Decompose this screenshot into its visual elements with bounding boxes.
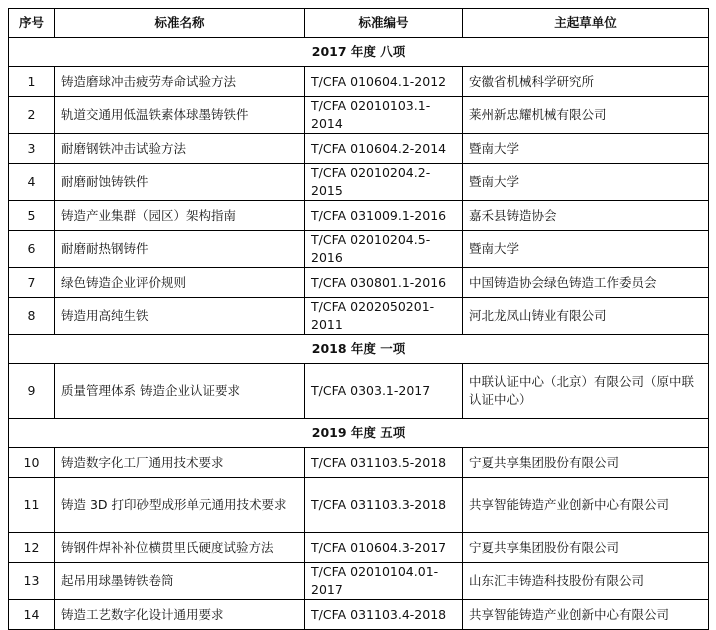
standard-code: T/CFA 031009.1-2016: [305, 201, 463, 231]
table-row: [9, 600, 709, 630]
standard-name: 质量管理体系 铸造企业认证要求: [55, 364, 305, 419]
standard-code: T/CFA 030801.1-2016: [305, 268, 463, 298]
section-row: [9, 335, 709, 364]
header-row: [9, 9, 709, 38]
row-number: 11: [9, 478, 55, 533]
section-row: [9, 419, 709, 448]
standard-code: T/CFA 031103.4-2018: [305, 600, 463, 630]
drafting-org: 共享智能铸造产业创新中心有限公司: [463, 600, 709, 630]
table-row: [9, 533, 709, 563]
header-code: 标准编号: [305, 9, 463, 38]
row-number: 4: [9, 164, 55, 201]
row-number: 8: [9, 298, 55, 335]
row-number: 2: [9, 97, 55, 134]
standard-name: 耐磨耐蚀铸铁件: [55, 164, 305, 201]
table-row: [9, 67, 709, 97]
standard-code: T/CFA 0303.1-2017: [305, 364, 463, 419]
standards-table: [8, 8, 709, 630]
standard-code: T/CFA 02010104.01-2017: [305, 563, 463, 600]
standard-name: 铸造产业集群（园区）架构指南: [55, 201, 305, 231]
table-row: [9, 164, 709, 201]
standard-code: T/CFA 010604.3-2017: [305, 533, 463, 563]
standard-code: T/CFA 02010103.1-2014: [305, 97, 463, 134]
section-title: 2019 年度 五项: [9, 419, 709, 448]
drafting-org: 共享智能铸造产业创新中心有限公司: [463, 478, 709, 533]
standard-name: 铸造 3D 打印砂型成形单元通用技术要求: [55, 478, 305, 533]
standard-name: 起吊用球墨铸铁卷筒: [55, 563, 305, 600]
drafting-org: 中国铸造协会绿色铸造工作委员会: [463, 268, 709, 298]
row-number: 3: [9, 134, 55, 164]
table-row: [9, 563, 709, 600]
standard-code: T/CFA 02010204.2-2015: [305, 164, 463, 201]
drafting-org: 莱州新忠耀机械有限公司: [463, 97, 709, 134]
table-row: [9, 201, 709, 231]
row-number: 12: [9, 533, 55, 563]
row-number: 14: [9, 600, 55, 630]
row-number: 7: [9, 268, 55, 298]
section-title: 2017 年度 八项: [9, 38, 709, 67]
drafting-org: 山东汇丰铸造科技股份有限公司: [463, 563, 709, 600]
section-title: 2018 年度 一项: [9, 335, 709, 364]
drafting-org: 河北龙凤山铸业有限公司: [463, 298, 709, 335]
standard-name: 铸造磨球冲击疲劳寿命试验方法: [55, 67, 305, 97]
drafting-org: 宁夏共享集团股份有限公司: [463, 448, 709, 478]
table-row: [9, 97, 709, 134]
standard-code: T/CFA 010604.2-2014: [305, 134, 463, 164]
drafting-org: 宁夏共享集团股份有限公司: [463, 533, 709, 563]
table-row: [9, 231, 709, 268]
table-row: [9, 268, 709, 298]
header-no: 序号: [9, 9, 55, 38]
drafting-org: 嘉禾县铸造协会: [463, 201, 709, 231]
standard-code: T/CFA 02010204.5-2016: [305, 231, 463, 268]
standard-name: 耐磨耐热钢铸件: [55, 231, 305, 268]
drafting-org: 暨南大学: [463, 231, 709, 268]
standard-name: 耐磨钢铁冲击试验方法: [55, 134, 305, 164]
row-number: 6: [9, 231, 55, 268]
standard-name: 轨道交通用低温铁素体球墨铸铁件: [55, 97, 305, 134]
table-row: [9, 478, 709, 533]
standard-code: T/CFA 031103.5-2018: [305, 448, 463, 478]
standard-code: T/CFA 0202050201-2011: [305, 298, 463, 335]
row-number: 9: [9, 364, 55, 419]
table-row: [9, 298, 709, 335]
row-number: 5: [9, 201, 55, 231]
header-org: 主起草单位: [463, 9, 709, 38]
drafting-org: 中联认证中心（北京）有限公司（原中联认证中心）: [463, 364, 709, 419]
standard-name: 铸造用高纯生铁: [55, 298, 305, 335]
standard-code: T/CFA 010604.1-2012: [305, 67, 463, 97]
drafting-org: 暨南大学: [463, 134, 709, 164]
standard-name: 铸钢件焊补补位横贯里氏硬度试验方法: [55, 533, 305, 563]
row-number: 13: [9, 563, 55, 600]
row-number: 10: [9, 448, 55, 478]
row-number: 1: [9, 67, 55, 97]
table-row: [9, 448, 709, 478]
drafting-org: 安徽省机械科学研究所: [463, 67, 709, 97]
table-row: [9, 364, 709, 419]
table-row: [9, 134, 709, 164]
standard-name: 铸造工艺数字化设计通用要求: [55, 600, 305, 630]
section-row: [9, 38, 709, 67]
standard-name: 绿色铸造企业评价规则: [55, 268, 305, 298]
header-name: 标准名称: [55, 9, 305, 38]
standard-code: T/CFA 031103.3-2018: [305, 478, 463, 533]
drafting-org: 暨南大学: [463, 164, 709, 201]
standard-name: 铸造数字化工厂通用技术要求: [55, 448, 305, 478]
